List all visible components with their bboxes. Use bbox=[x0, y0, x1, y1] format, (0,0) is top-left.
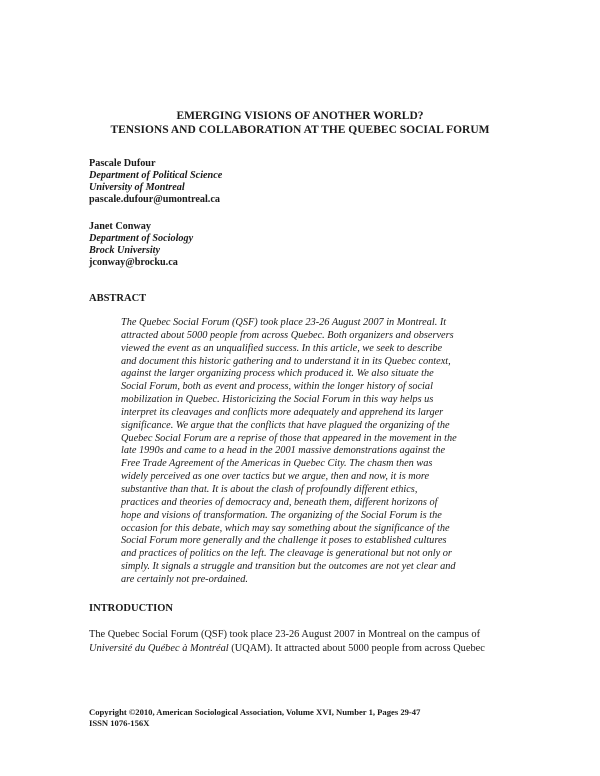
abstract-line: Social Forum, both as event and process, within the longer history of social bbox=[121, 381, 433, 393]
abstract-line: practices and theories of democracy and, beneath them, different horizons of bbox=[121, 496, 438, 508]
issn: ISSN 1076-156X bbox=[89, 717, 150, 728]
abstract-line: widely perceived as one over tactics but we argue, then and now, it is more bbox=[121, 471, 430, 483]
author-block-2 bbox=[89, 221, 193, 269]
abstract-line: simply. It signals a struggle and transition but the outcomes are not yet clear and bbox=[121, 561, 456, 573]
introduction-line-2 bbox=[89, 642, 513, 656]
abstract-line: The Quebec Social Forum (QSF) took place 23-26 August 2007 in Montreal. It bbox=[121, 317, 447, 328]
university-name: Université du Québec à Montréal bbox=[89, 642, 229, 654]
introduction-line-2-rest: (UQAM). It attracted about 5000 people from across Quebec bbox=[228, 642, 485, 654]
abstract-line: Quebec Social Forum are a reprise of those that appeared in the movement in the bbox=[121, 432, 457, 444]
author-email[interactable]: jconway@brocku.ca bbox=[89, 257, 178, 268]
introduction-body bbox=[89, 628, 513, 655]
abstract-line: mobilization in Quebec. Historicizing the Social Forum in this way helps us bbox=[121, 394, 434, 406]
abstract-line: occasion for this debate, which may say something about the significance of the bbox=[121, 522, 450, 534]
abstract-line: hope and visions of transformation. The organizing of the Social Forum is the bbox=[121, 509, 442, 521]
page-footer bbox=[89, 707, 420, 728]
title-line-2: TENSIONS AND COLLABORATION AT THE QUEBEC SOCIAL FORUM bbox=[110, 124, 490, 136]
author-block-1 bbox=[89, 158, 222, 206]
abstract-heading: ABSTRACT bbox=[89, 293, 147, 304]
abstract-line: are certainly not pre-ordained. bbox=[121, 573, 248, 585]
abstract-line: interpret its cleavages and conflicts more adequately and apprehend its larger bbox=[121, 406, 444, 418]
abstract-line: substantive than that. It is about the clash of profoundly different ethics, bbox=[121, 483, 418, 495]
author-email[interactable]: pascale.dufour@umontreal.ca bbox=[89, 194, 220, 205]
introduction-heading: INTRODUCTION bbox=[89, 603, 174, 614]
abstract-line: late 1990s and came to a head in the 2001 massive demonstrations against the bbox=[121, 445, 446, 457]
abstract-body bbox=[121, 317, 516, 587]
paper-title bbox=[0, 109, 600, 137]
author-department: Department of Political Science bbox=[89, 170, 223, 181]
abstract-line: viewed the event as an unqualified success. In this article, we seek to describe bbox=[121, 342, 443, 354]
abstract-line: and document this historic gathering and to understand it in its Quebec context, bbox=[121, 355, 451, 367]
author-university: Brock University bbox=[89, 245, 161, 256]
abstract-line: against the larger organizing process which produced it. We also situate the bbox=[121, 368, 434, 380]
author-name: Pascale Dufour bbox=[89, 158, 156, 169]
title-line-1: EMERGING VISIONS OF ANOTHER WORLD? bbox=[176, 110, 424, 122]
author-name: Janet Conway bbox=[89, 221, 151, 232]
abstract-line: significance. We argue that the conflicts that have plagued the organizing of the bbox=[121, 419, 450, 431]
abstract-line: Free Trade Agreement of the Americas in Quebec City. The chasm then was bbox=[121, 458, 433, 470]
author-university: University of Montreal bbox=[89, 182, 185, 193]
introduction-line-1: The Quebec Social Forum (QSF) took place 23-26 August 2007 in Montreal on the campus of bbox=[89, 629, 481, 640]
abstract-line: attracted about 5000 people from across Quebec. Both organizers and observers bbox=[121, 329, 454, 341]
abstract-line: Social Forum more generally and the challenge it poses to established cultures bbox=[121, 535, 447, 547]
author-department: Department of Sociology bbox=[89, 233, 194, 244]
copyright-notice: Copyright ©2010, American Sociological Association, Volume XVI, Number 1, Pages 29-47 bbox=[89, 707, 421, 717]
abstract-line: and practices of politics on the left. The cleavage is generational but not only or bbox=[121, 548, 452, 560]
